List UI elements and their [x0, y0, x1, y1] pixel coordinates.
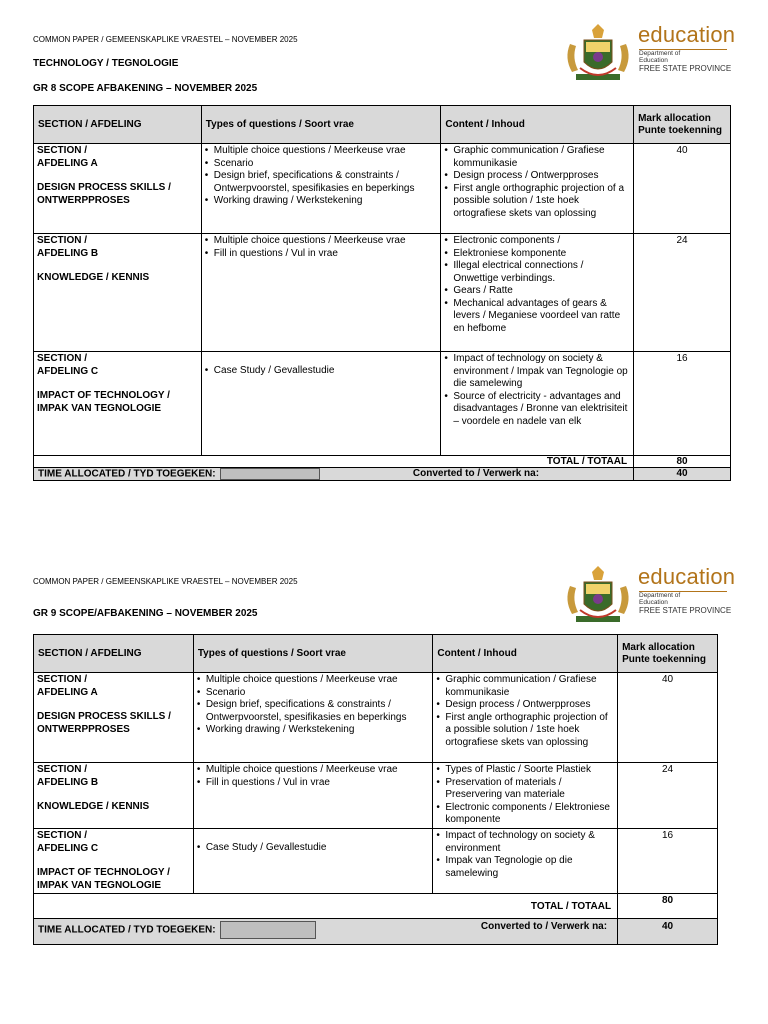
- total-row: [34, 456, 731, 468]
- list-item: • Multiple choice questions / Meerkeuse vrae: [197, 764, 430, 777]
- list-item: • Multiple choice questions / Meerkeuse vrae: [205, 235, 438, 248]
- list-item: • Source of electricity - advantages and disadvantages / Bronne van elektrisiteit – voordele en nadele van elk: [444, 391, 630, 429]
- education-logo: [562, 564, 736, 634]
- logo-wordmark: education: [638, 564, 736, 589]
- subject-title: TECHNOLOGY / TEGNOLOGIE: [33, 58, 179, 69]
- spacer: [37, 170, 198, 182]
- list-item: • Impact of technology on society & environment: [436, 830, 614, 855]
- column-header: Mark allocation Punte toekenning: [634, 106, 731, 144]
- content-cell: [433, 673, 618, 763]
- header-line: COMMON PAPER / GEMEENSKAPLIKE VRAESTEL – NOVEMBER 2025: [33, 35, 298, 44]
- column-header: Types of questions / Soort vrae: [193, 635, 433, 673]
- mark-cell: 16: [618, 829, 718, 894]
- section-label: SECTION /: [37, 353, 88, 364]
- section-label: IMPAK VAN TEGNOLOGIE: [37, 402, 162, 414]
- section-label: AFDELING C: [37, 842, 99, 854]
- section-label: SECTION /: [37, 145, 88, 156]
- time-row: [34, 919, 718, 945]
- table-row: [34, 144, 731, 234]
- list-item: • Impact of technology on society & environment / Impak van Tegnologie op die samelewing: [444, 353, 630, 391]
- section-cell: [34, 763, 194, 829]
- list-item: • Case Study / Gevallestudie: [205, 365, 438, 378]
- mark-cell: 40: [634, 144, 731, 234]
- list-item: • Working drawing / Werkstekening: [197, 724, 430, 737]
- section-label: SECTION /: [37, 674, 88, 685]
- section-label: SECTION /: [37, 830, 88, 841]
- total-value: 80: [634, 456, 731, 468]
- section-label: DESIGN PROCESS SKILLS /: [37, 182, 171, 193]
- gr8-document: [0, 0, 768, 500]
- converted-value: 40: [618, 919, 718, 945]
- total-label: TOTAL / TOTAAL: [34, 894, 618, 919]
- total-value: 80: [618, 894, 718, 919]
- list-item: • Multiple choice questions / Meerkeuse vrae: [197, 674, 430, 687]
- scope-table: [33, 634, 718, 945]
- table-header-row: [34, 635, 718, 673]
- list-item: • Design brief, specifications & constraints / Ontwerpvoorstel, spesifikasies en beperkings: [205, 170, 438, 195]
- total-label: TOTAL / TOTAAL: [34, 456, 634, 468]
- types-cell: [201, 352, 441, 456]
- content-cell: [433, 829, 618, 894]
- list-item: • Scenario: [197, 687, 430, 700]
- table-row: [34, 829, 718, 894]
- content-cell: [441, 144, 634, 234]
- list-item: • Design process / Ontwerpproses: [436, 699, 614, 712]
- section-label: AFDELING C: [37, 365, 99, 377]
- section-cell: [34, 673, 194, 763]
- section-label: ONTWERPPROSES: [37, 723, 130, 735]
- list-item: • Preservation of materials / Preservering van materiale: [436, 777, 614, 802]
- section-label: KNOWLEDGE / KENNIS: [37, 801, 150, 812]
- coat-of-arms-icon: [562, 566, 634, 626]
- time-input-box: [220, 468, 320, 480]
- list-item: • Graphic communication / Grafiese kommunikasie: [436, 674, 614, 699]
- section-label: AFDELING B: [37, 247, 99, 259]
- section-label: KNOWLEDGE / KENNIS: [37, 272, 150, 283]
- mark-cell: 24: [618, 763, 718, 829]
- list-item: • Case Study / Gevallestudie: [197, 842, 430, 855]
- logo-wordmark: education: [638, 22, 736, 47]
- section-cell: [34, 234, 202, 352]
- column-header: SECTION / AFDELING: [34, 635, 194, 673]
- spacer: [37, 699, 190, 711]
- list-item: • First angle orthographic projection of a possible solution / 1ste hoek ortografiese skets van oplossing: [436, 712, 614, 750]
- converted-value: 40: [634, 468, 731, 481]
- list-item: • Elektroniese komponente: [444, 248, 630, 261]
- types-cell: [193, 673, 433, 763]
- list-item: • Fill in questions / Vul in vrae: [197, 777, 430, 790]
- table-row: [34, 352, 731, 456]
- table-header-row: [34, 106, 731, 144]
- spacer: [37, 260, 198, 272]
- section-label: DESIGN PROCESS SKILLS /: [37, 711, 171, 722]
- content-cell: [441, 234, 634, 352]
- education-logo: [562, 22, 736, 92]
- mark-cell: 16: [634, 352, 731, 456]
- time-input-box: [220, 921, 316, 939]
- time-cell: [34, 919, 618, 945]
- list-item: • Electronic components / Elektroniese komponente: [436, 802, 614, 827]
- list-item: • Mechanical advantages of gears & levers / Meganiese voordeel van ratte en hefbome: [444, 298, 630, 336]
- logo-province: FREE STATE PROVINCE: [639, 606, 732, 615]
- section-label: IMPACT OF TECHNOLOGY /: [37, 390, 170, 401]
- section-label: AFDELING A: [37, 686, 98, 698]
- time-row: [34, 468, 731, 481]
- column-header: Content / Inhoud: [433, 635, 618, 673]
- converted-label: Converted to / Verwerk na:: [480, 921, 608, 932]
- list-item: • Design process / Ontwerpproses: [444, 170, 630, 183]
- content-cell: [441, 352, 634, 456]
- section-cell: [34, 144, 202, 234]
- section-label: ONTWERPPROSES: [37, 194, 130, 206]
- list-item: • Illegal electrical connections / Onwettige verbindings.: [444, 260, 630, 285]
- mark-cell: 40: [618, 673, 718, 763]
- time-cell: [34, 468, 634, 481]
- content-cell: [433, 763, 618, 829]
- spacer: [37, 855, 190, 867]
- section-label: AFDELING A: [37, 157, 98, 169]
- logo-province: FREE STATE PROVINCE: [639, 64, 732, 73]
- logo-department: Department of Education: [639, 592, 681, 606]
- list-item: • Working drawing / Werkstekening: [205, 195, 438, 208]
- list-item: • Design brief, specifications & constraints / Ontwerpvoorstel, spesifikasies en beperkings: [197, 699, 430, 724]
- list-item: • Graphic communication / Grafiese kommunikasie: [444, 145, 630, 170]
- logo-department: Department of Education: [639, 50, 681, 64]
- column-header: Mark allocation Punte toekenning: [618, 635, 718, 673]
- time-label: TIME ALLOCATED / TYD TOEGEKEN:: [38, 468, 216, 480]
- section-label: IMPAK VAN TEGNOLOGIE: [37, 879, 162, 891]
- time-label: TIME ALLOCATED / TYD TOEGEKEN:: [38, 924, 216, 936]
- section-label: IMPACT OF TECHNOLOGY /: [37, 867, 170, 878]
- column-header: Types of questions / Soort vrae: [201, 106, 441, 144]
- coat-of-arms-icon: [562, 24, 634, 84]
- gr9-document: [0, 540, 768, 1020]
- list-item: • Types of Plastic / Soorte Plastiek: [436, 764, 614, 777]
- types-cell: [193, 829, 433, 894]
- mark-cell: 24: [634, 234, 731, 352]
- section-cell: [34, 829, 194, 894]
- list-item: • Multiple choice questions / Meerkeuse vrae: [205, 145, 438, 158]
- list-item: • Fill in questions / Vul in vrae: [205, 248, 438, 261]
- table-row: [34, 763, 718, 829]
- page-title: GR 9 SCOPE/AFBAKENING – NOVEMBER 2025: [33, 608, 258, 619]
- column-header: SECTION / AFDELING: [34, 106, 202, 144]
- section-label: AFDELING B: [37, 776, 99, 788]
- column-header: Content / Inhoud: [441, 106, 634, 144]
- types-cell: [201, 234, 441, 352]
- scope-table: [33, 105, 731, 481]
- spacer: [37, 378, 198, 390]
- section-label: SECTION /: [37, 764, 88, 775]
- list-item: • Electronic components /: [444, 235, 630, 248]
- types-cell: [193, 763, 433, 829]
- table-row: [34, 673, 718, 763]
- list-item: • First angle orthographic projection of a possible solution / 1ste hoek ortografiese skets van oplossing: [444, 183, 630, 221]
- table-row: [34, 234, 731, 352]
- section-label: SECTION /: [37, 235, 88, 246]
- list-item: • Gears / Ratte: [444, 285, 630, 298]
- list-item: • Impak van Tegnologie op die samelewing: [436, 855, 614, 880]
- section-cell: [34, 352, 202, 456]
- list-item: • Scenario: [205, 158, 438, 171]
- types-cell: [201, 144, 441, 234]
- header-line: COMMON PAPER / GEMEENSKAPLIKE VRAESTEL – NOVEMBER 2025: [33, 577, 298, 586]
- page-title: GR 8 SCOPE AFBAKENING – NOVEMBER 2025: [33, 83, 258, 94]
- spacer: [37, 789, 190, 801]
- total-row: [34, 894, 718, 919]
- converted-label: Converted to / Verwerk na:: [412, 468, 540, 479]
